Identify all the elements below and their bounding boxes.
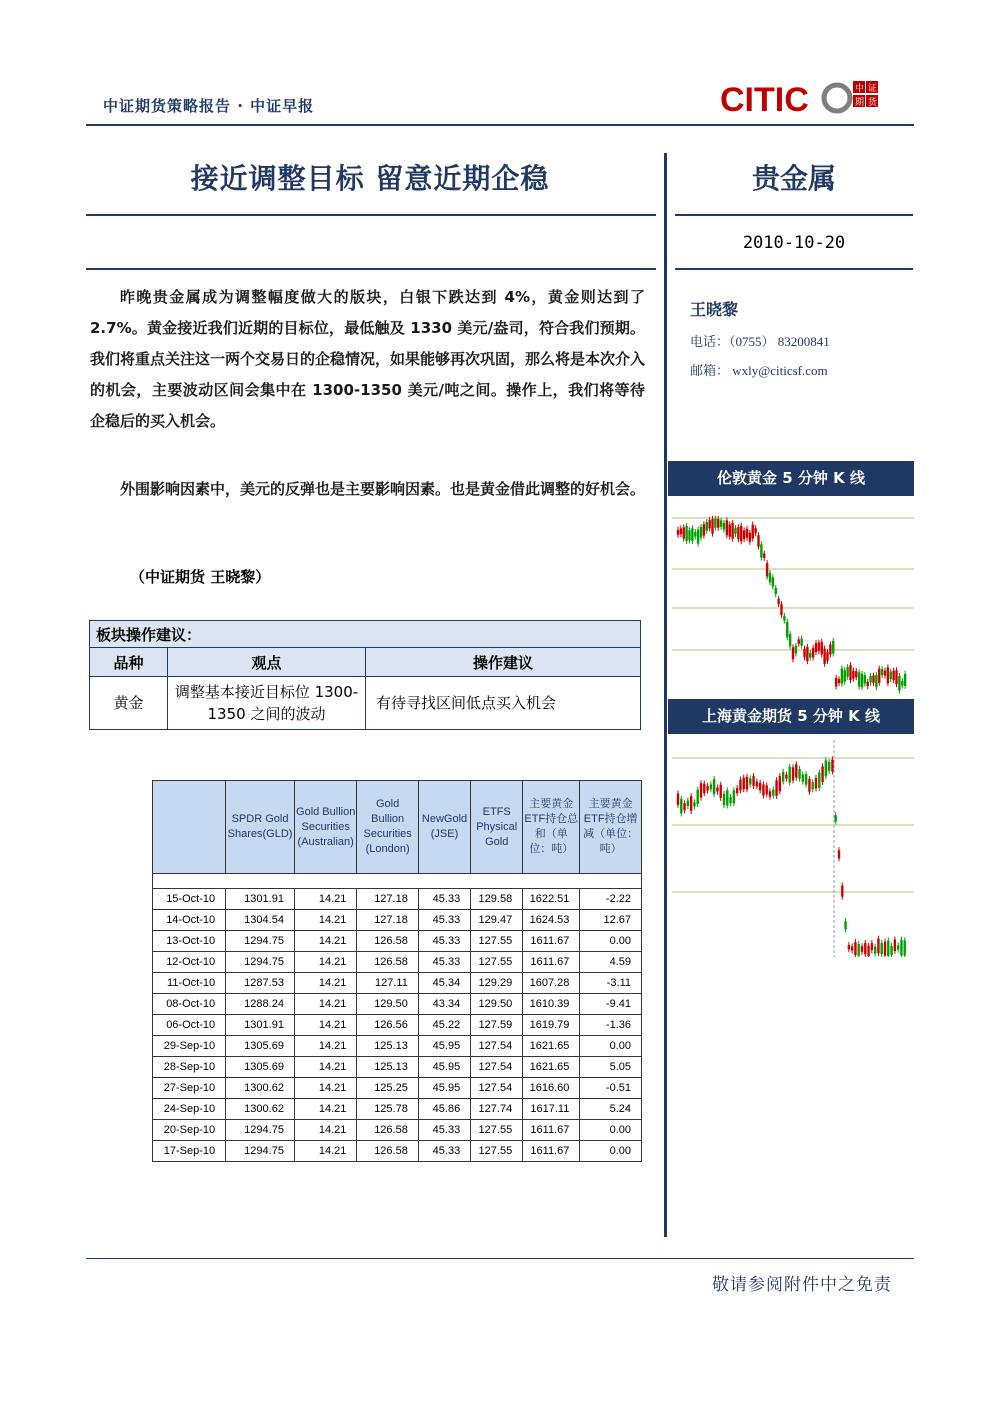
etf-holdings-table (152, 780, 642, 1162)
etf-cell: 127.18 (357, 889, 418, 910)
etf-cell: 127.55 (471, 952, 523, 973)
etf-table-row (153, 931, 642, 952)
etf-cell: 1287.53 (226, 973, 295, 994)
report-title: 接近调整目标 留意近期企稳 (190, 162, 550, 195)
header-view: 观点 (168, 648, 366, 677)
logo-text: CITIC (720, 81, 809, 118)
etf-table-row (153, 1015, 642, 1036)
header-title: 中证期货策略报告 · 中证早报 (103, 97, 315, 115)
etf-cell: 1624.53 (523, 910, 580, 931)
etf-header-date (153, 781, 226, 874)
etf-cell: -3.11 (580, 973, 642, 994)
london-gold-5min-chart (672, 500, 914, 695)
etf-cell: 1622.51 (523, 889, 580, 910)
etf-table-row (153, 1120, 642, 1141)
title-rule-right (675, 214, 913, 216)
etf-cell: 14.21 (294, 1120, 356, 1141)
etf-cell: 14.21 (294, 1141, 356, 1162)
header-variety: 品种 (90, 648, 168, 677)
etf-cell: 1294.75 (226, 1120, 295, 1141)
etf-cell: 127.54 (471, 1078, 523, 1099)
etf-cell: 1619.79 (523, 1015, 580, 1036)
london-chart-title: 伦敦黄金 5 分钟 K 线 (668, 461, 914, 496)
body-paragraph-1: 昨晚贵金属成为调整幅度做大的版块，白银下跌达到 4%，黄金则达到了 2.7%。黄金接近我们近期的目标位，最低触及 1330 美元/盎司，符合我们预期。我们将重点关注这一两个交易日的企稳情况，如果能够再次巩固，那么将是本次介入的机会，主要波动区间会集中在 1300-1350 美元/吨之间。操作上，我们将等待企稳后的买入机会。 (90, 288, 646, 430)
operation-table-caption: 板块操作建议： (90, 621, 641, 648)
etf-cell: 45.95 (418, 1078, 470, 1099)
etf-cell: 125.13 (357, 1036, 418, 1057)
etf-cell: 43.34 (418, 994, 470, 1015)
etf-cell: 45.33 (418, 931, 470, 952)
etf-cell: 14.21 (294, 931, 356, 952)
etf-cell: 1294.75 (226, 1141, 295, 1162)
etf-cell: 127.55 (471, 1141, 523, 1162)
etf-cell: 14-Oct-10 (153, 910, 226, 931)
operation-table (89, 620, 641, 730)
citic-logo (720, 78, 880, 118)
etf-cell: 45.33 (418, 1141, 470, 1162)
etf-cell: 127.74 (471, 1099, 523, 1120)
etf-cell: 1300.62 (226, 1099, 295, 1120)
etf-cell: 1621.65 (523, 1036, 580, 1057)
etf-header-etfs: ETFS Physical Gold (471, 781, 523, 874)
etf-cell: 14.21 (294, 1036, 356, 1057)
etf-cell: 1611.67 (523, 952, 580, 973)
etf-cell: 24-Sep-10 (153, 1099, 226, 1120)
etf-cell: 45.33 (418, 1120, 470, 1141)
etf-cell: 20-Sep-10 (153, 1120, 226, 1141)
subtitle-rule-left (86, 268, 656, 270)
etf-cell: 17-Sep-10 (153, 1141, 226, 1162)
etf-cell: 14.21 (294, 1099, 356, 1120)
etf-cell: 5.05 (580, 1057, 642, 1078)
svg-text:期: 期 (855, 98, 865, 108)
etf-table-row (153, 1057, 642, 1078)
etf-cell: 0.00 (580, 931, 642, 952)
etf-cell: 13-Oct-10 (153, 931, 226, 952)
author-name: 王晓黎 (690, 300, 739, 319)
etf-spacer-row (153, 874, 642, 889)
etf-cell: 14.21 (294, 1015, 356, 1036)
etf-table-row (153, 889, 642, 910)
subtitle-rule-right (675, 268, 913, 270)
report-date: 2010-10-20 (742, 233, 846, 253)
etf-cell: 127.54 (471, 1036, 523, 1057)
shanghai-chart-title: 上海黄金期货 5 分钟 K 线 (668, 699, 914, 734)
etf-header-gbs-ldn: Gold Bullion Securities (London) (357, 781, 418, 874)
title-rule-left (86, 214, 656, 216)
etf-cell: 1616.60 (523, 1078, 580, 1099)
cell-variety: 黄金 (90, 677, 168, 730)
etf-cell: 45.95 (418, 1057, 470, 1078)
etf-cell: 1611.67 (523, 931, 580, 952)
etf-table-row (153, 1036, 642, 1057)
etf-cell: 0.00 (580, 1120, 642, 1141)
etf-table-row (153, 910, 642, 931)
etf-cell: 1294.75 (226, 952, 295, 973)
etf-cell: 45.86 (418, 1099, 470, 1120)
etf-cell: 127.59 (471, 1015, 523, 1036)
etf-cell: -2.22 (580, 889, 642, 910)
etf-cell: 126.58 (357, 1141, 418, 1162)
etf-cell: 127.55 (471, 1120, 523, 1141)
etf-cell: 0.00 (580, 1036, 642, 1057)
etf-cell: 125.25 (357, 1078, 418, 1099)
header-rule (86, 124, 914, 126)
etf-cell: 5.24 (580, 1099, 642, 1120)
svg-text:货: 货 (868, 98, 878, 108)
etf-header-change: 主要黄金ETF持仓增减（单位：吨） (580, 781, 642, 874)
etf-cell: 1304.54 (226, 910, 295, 931)
etf-cell: 129.50 (471, 994, 523, 1015)
etf-header-gld: SPDR Gold Shares(GLD) (226, 781, 295, 874)
etf-table-row (153, 1078, 642, 1099)
etf-table-row (153, 1141, 642, 1162)
author-email: 邮箱： wxly@citicsf.com (690, 363, 828, 378)
etf-cell: 14.21 (294, 1078, 356, 1099)
etf-cell: 1301.91 (226, 1015, 295, 1036)
etf-cell: 127.55 (471, 931, 523, 952)
etf-cell: 45.33 (418, 952, 470, 973)
etf-cell: 11-Oct-10 (153, 973, 226, 994)
etf-cell: 1611.67 (523, 1120, 580, 1141)
etf-cell: 126.56 (357, 1015, 418, 1036)
etf-cell: 129.50 (357, 994, 418, 1015)
etf-cell: 12-Oct-10 (153, 952, 226, 973)
etf-cell: 129.58 (471, 889, 523, 910)
etf-cell: 12.67 (580, 910, 642, 931)
etf-cell: 45.22 (418, 1015, 470, 1036)
etf-cell: 1607.28 (523, 973, 580, 994)
etf-cell: 45.33 (418, 910, 470, 931)
etf-cell: 126.58 (357, 952, 418, 973)
etf-table-row (153, 994, 642, 1015)
etf-cell: 1300.62 (226, 1078, 295, 1099)
etf-cell: 14.21 (294, 994, 356, 1015)
etf-cell: 28-Sep-10 (153, 1057, 226, 1078)
svg-text:证: 证 (868, 84, 878, 94)
etf-cell: 1305.69 (226, 1057, 295, 1078)
etf-table-row (153, 973, 642, 994)
etf-cell: 14.21 (294, 973, 356, 994)
body-paragraph-2: 外围影响因素中，美元的反弹也是主要影响因素。也是黄金借此调整的好机会。 (120, 480, 646, 498)
etf-cell: 14.21 (294, 1057, 356, 1078)
etf-cell: 127.11 (357, 973, 418, 994)
etf-cell: 14.21 (294, 910, 356, 931)
etf-cell: -1.36 (580, 1015, 642, 1036)
cell-view: 调整基本接近目标位 1300-1350 之间的波动 (168, 677, 366, 730)
etf-cell: 1621.65 (523, 1057, 580, 1078)
etf-cell: 1305.69 (226, 1036, 295, 1057)
etf-cell: 125.78 (357, 1099, 418, 1120)
etf-cell: 1611.67 (523, 1141, 580, 1162)
footer-rule (86, 1258, 914, 1259)
column-divider (664, 153, 667, 1237)
disclaimer-note: 敬请参阅附件中之免责 (712, 1275, 892, 1295)
signature: （中证期货 王晓黎） (130, 568, 271, 586)
etf-cell: 1301.91 (226, 889, 295, 910)
shanghai-gold-5min-chart (672, 740, 914, 957)
etf-cell: 0.00 (580, 1141, 642, 1162)
etf-table-row (153, 1099, 642, 1120)
etf-cell: 14.21 (294, 889, 356, 910)
etf-header-gbs-au: Gold Bullion Securities (Australian) (294, 781, 356, 874)
etf-cell: 126.58 (357, 931, 418, 952)
etf-header-newgold: NewGold (JSE) (418, 781, 470, 874)
cell-advice: 有待寻找区间低点买入机会 (366, 677, 641, 730)
sector-title: 贵金属 (751, 162, 836, 195)
etf-cell: 45.95 (418, 1036, 470, 1057)
etf-cell: 14.21 (294, 952, 356, 973)
etf-cell: 126.58 (357, 1120, 418, 1141)
etf-cell: 08-Oct-10 (153, 994, 226, 1015)
etf-cell: 125.13 (357, 1057, 418, 1078)
header-advice: 操作建议 (366, 648, 641, 677)
etf-cell: 129.29 (471, 973, 523, 994)
etf-cell: 127.18 (357, 910, 418, 931)
etf-cell: 15-Oct-10 (153, 889, 226, 910)
etf-cell: 27-Sep-10 (153, 1078, 226, 1099)
etf-table-row (153, 952, 642, 973)
svg-text:中: 中 (855, 84, 865, 94)
etf-cell: -9.41 (580, 994, 642, 1015)
etf-cell: -0.51 (580, 1078, 642, 1099)
etf-cell: 45.34 (418, 973, 470, 994)
etf-cell: 45.33 (418, 889, 470, 910)
etf-cell: 4.59 (580, 952, 642, 973)
etf-cell: 129.47 (471, 910, 523, 931)
etf-cell: 1617.11 (523, 1099, 580, 1120)
etf-cell: 06-Oct-10 (153, 1015, 226, 1036)
etf-header-total: 主要黄金ETF持仓总和（单位：吨） (523, 781, 580, 874)
etf-cell: 1294.75 (226, 931, 295, 952)
etf-cell: 127.54 (471, 1057, 523, 1078)
author-phone: 电话：（0755） 83200841 (690, 334, 830, 349)
etf-cell: 1610.39 (523, 994, 580, 1015)
etf-cell: 1288.24 (226, 994, 295, 1015)
etf-cell: 29-Sep-10 (153, 1036, 226, 1057)
